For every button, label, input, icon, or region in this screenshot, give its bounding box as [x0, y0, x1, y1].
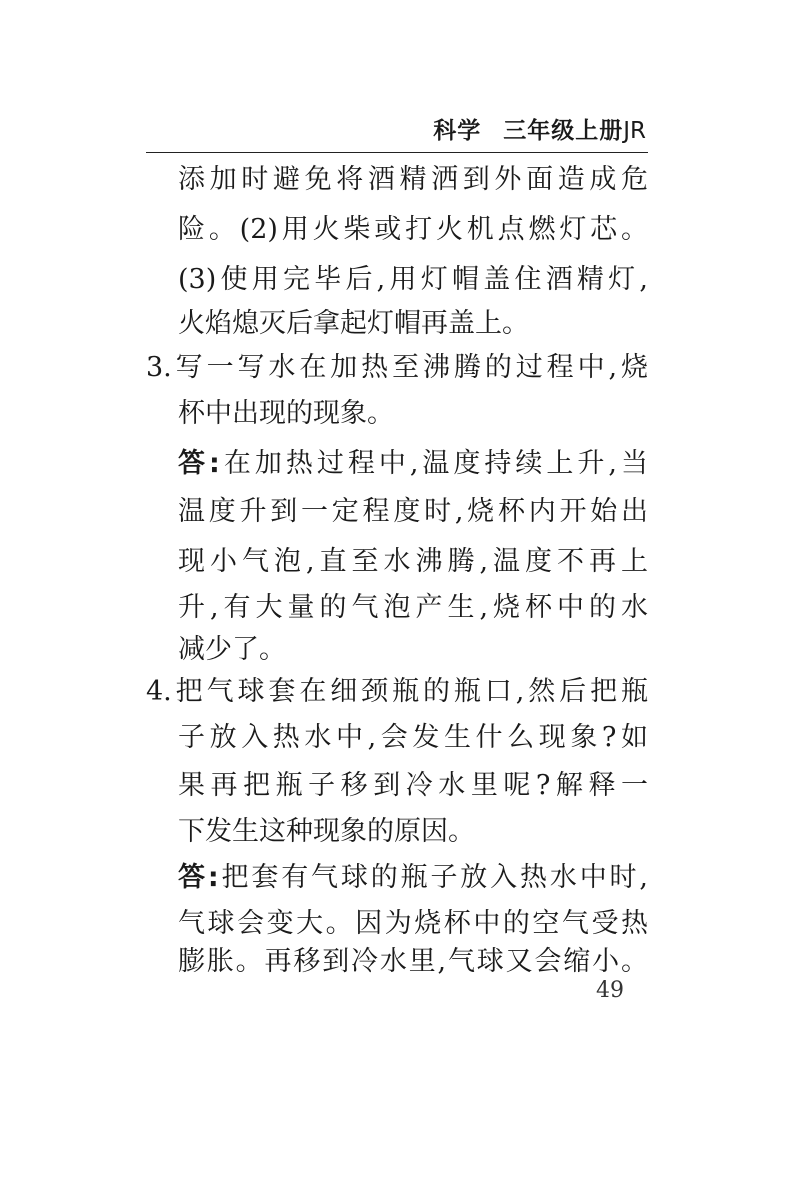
- answer-3-line: 现小气泡,直至水沸腾,温度不再上: [178, 546, 648, 577]
- answer-label: 答:: [178, 448, 220, 479]
- text-line: 添加时避免将酒精洒到外面造成危: [178, 164, 648, 195]
- answer-label: 答:: [178, 862, 219, 893]
- answer-4-line: 气球会变大。因为烧杯中的空气受热: [178, 908, 648, 939]
- text-line: 险。(2)用火柴或打火机点燃灯芯。: [178, 214, 648, 245]
- page-header: [146, 112, 646, 144]
- answer-4-line: 膨胀。再移到冷水里,气球又会缩小。: [178, 946, 648, 977]
- answer-3-line: 温度升到一定程度时,烧杯内开始出: [178, 496, 648, 527]
- header-subject: 科学: [433, 118, 482, 144]
- header-tag: JR: [623, 118, 646, 144]
- answer-3-text: 在加热过程中,温度持续上升,当: [219, 448, 648, 479]
- question-4-line: 下发生这种现象的原因。: [178, 816, 475, 847]
- question-4-line: 果再把瓶子移到冷水里呢?解释一: [178, 770, 648, 801]
- answer-3-line: [178, 444, 648, 484]
- header-rule: [146, 152, 648, 153]
- text-line: (3)使用完毕后,用灯帽盖住酒精灯,: [178, 264, 648, 295]
- answer-3-line: 升,有大量的气泡产生,烧杯中的水: [178, 592, 648, 623]
- answer-3-line: 减少了。: [178, 634, 286, 665]
- question-3-line: 杯中出现的现象。: [178, 398, 394, 429]
- answer-4-text: 把套有气球的瓶子放入热水中时,: [218, 862, 648, 893]
- question-4-line: 子放入热水中,会发生什么现象?如: [178, 722, 648, 753]
- question-3-line: 3.写一写水在加热至沸腾的过程中,烧: [146, 352, 648, 383]
- page-number: 49: [596, 978, 624, 1003]
- header-grade: 三年级上册: [503, 118, 624, 144]
- text-line: 火焰熄灭后拿起灯帽再盖上。: [178, 308, 529, 339]
- question-4-line: 4.把气球套在细颈瓶的瓶口,然后把瓶: [146, 676, 648, 707]
- answer-4-line: [178, 858, 648, 898]
